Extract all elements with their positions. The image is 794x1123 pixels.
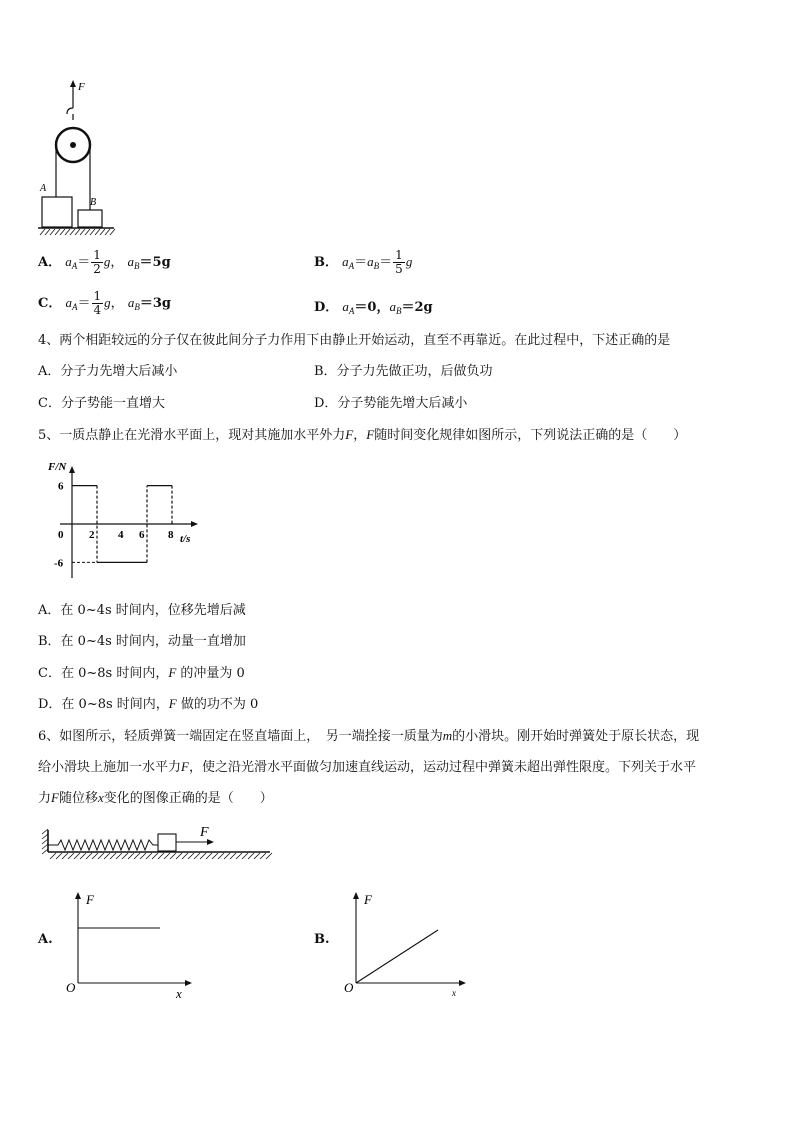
svg-text:F: F	[86, 892, 94, 907]
svg-text:x: x	[176, 986, 182, 1000]
x-tick-label: 6	[139, 529, 145, 541]
y-axis-arrow	[69, 466, 75, 473]
y-tick-label: 0	[58, 529, 64, 541]
q6-option-a-label[interactable]: A.	[38, 932, 53, 947]
q3-option-c[interactable]: C． $a_A=$ $\frac{1}{4}$ g， $a_B=3g$	[38, 289, 171, 317]
q6-stem-line3: 力F随位移x变化的图像正确的是（ ）	[38, 790, 273, 806]
q3-option-d[interactable]: D． $a_A=0$，$a_B=2g$	[314, 299, 433, 316]
q3-option-a[interactable]: A． $a_A=$ $\frac{1}{2}$ g， $a_B=5g$	[38, 248, 171, 276]
graph-line	[356, 930, 438, 983]
q6-option-a-graph[interactable]	[62, 888, 202, 1000]
x-axis-arrow	[191, 521, 198, 527]
x-tick-label: 2	[89, 529, 95, 541]
x-axis-label: t/s	[180, 533, 191, 545]
q6-stem-line2: 给小滑块上施加一水平力F，使之沿光滑水平面做匀加速直线运动，运动过程中弹簧未超出弹性限度。下列关于水平	[38, 759, 696, 775]
y-tick-label: 6	[58, 480, 64, 493]
q6-stem-line1: 6、如图所示，轻质弹簧一端固定在竖直墙面上， 另一端拴接一质量为m的小滑块。刚开始时弹簧处于原长状态，现	[38, 728, 700, 744]
force-label: F	[78, 81, 85, 93]
pulley-figure	[30, 78, 130, 240]
q6-option-b-label[interactable]: B.	[314, 932, 330, 947]
q4-option-a[interactable]: A．分子力先增大后减小	[38, 364, 178, 379]
x-tick-label: 8	[168, 529, 174, 541]
q5-option-d[interactable]: D．在 0~8s 时间内，F 做的功不为 0	[38, 696, 259, 712]
block-a-label: A	[40, 183, 47, 194]
q4-stem: 4、两个相距较远的分子仅在彼此间分子力作用下由静止开始运动，直至不再靠近。在此过程中，下述正确的是	[38, 333, 671, 348]
svg-text:x: x	[452, 988, 456, 998]
q4-option-d[interactable]: D．分子势能先增大后减小	[314, 396, 468, 411]
spring-block-figure	[40, 820, 275, 865]
fraction: $\frac{1}{4}$	[93, 289, 102, 317]
q3-option-b[interactable]: B． $a_A=a_B=$ $\frac{1}{5}$ g	[314, 248, 413, 276]
q5-option-c[interactable]: C．在 0~8s 时间内，F 的冲量为 0	[38, 665, 245, 681]
block-b-label: B	[90, 197, 97, 208]
q6-option-b-graph[interactable]	[340, 888, 480, 1000]
fraction: $\frac{1}{5}$	[395, 248, 403, 276]
slider-block	[158, 834, 176, 851]
q4-option-b[interactable]: B．分子力先做正功，后做负功	[314, 364, 493, 379]
svg-text:O: O	[66, 980, 76, 995]
q5-option-a[interactable]: A．在 0~4s 时间内，位移先增后减	[38, 603, 246, 618]
q4-option-c[interactable]: C．分子势能一直增大	[38, 396, 165, 411]
svg-text:F: F	[364, 892, 372, 907]
q5-stem: 5、一质点静止在光滑水平面上，现对其施加水平外力F，F随时间变化规律如图所示，下列说法正确的是（ ）	[38, 427, 687, 443]
y-tick-label: -6	[54, 557, 64, 570]
force-label: F	[200, 825, 209, 840]
y-axis-label: F/N	[48, 461, 67, 473]
q5-option-b[interactable]: B．在 0~4s 时间内，动量一直增加	[38, 634, 246, 649]
x-tick-label: 4	[118, 529, 124, 541]
spring	[48, 840, 158, 850]
fraction: $\frac{1}{2}$	[93, 248, 101, 276]
svg-text:O: O	[344, 980, 354, 995]
force-time-chart	[40, 456, 210, 586]
